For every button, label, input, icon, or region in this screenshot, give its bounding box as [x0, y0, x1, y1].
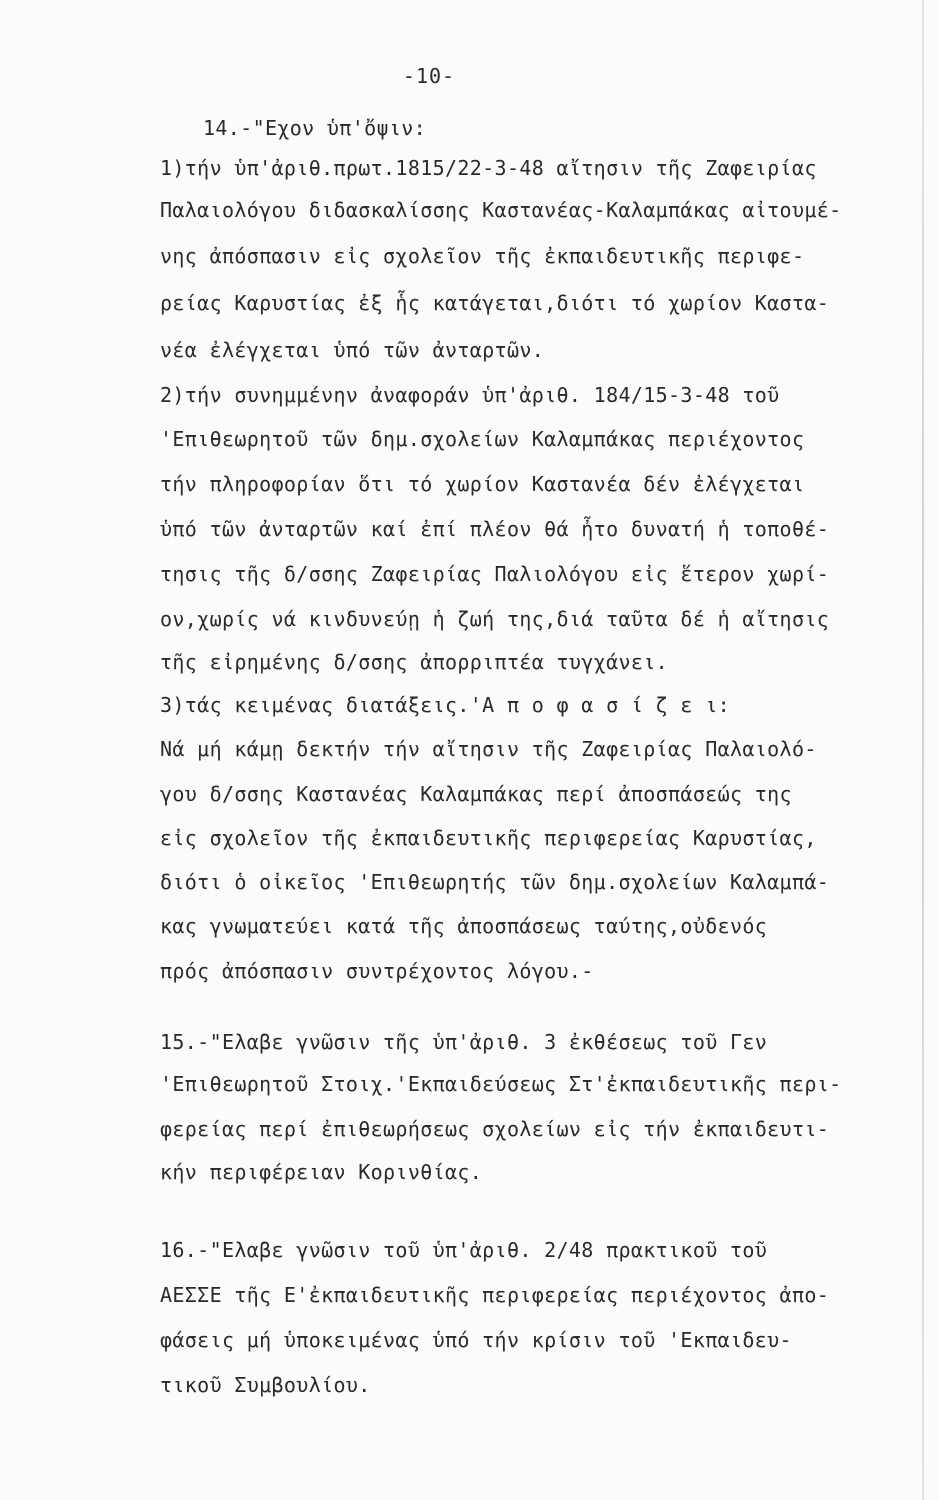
text-line: 14.-"Εχον ὑπ'ὄψιν:	[203, 116, 427, 140]
text-line: νης ἀπόσπασιν εἰς σχολεῖον τῆς ἐκπαιδευτικῆς περιφε-	[160, 244, 805, 268]
text-line: ὑπό τῶν ἀνταρτῶν καί ἐπί πλέον θά ἦτο δυνατή ἡ τοποθέ-	[160, 517, 830, 541]
text-line: τησις τῆς δ/σσης Ζαφειρίας Παλιολόγου εἰς ἕτερον χωρί-	[160, 562, 830, 586]
text-line: 3)τάς κειμένας διατάξεις.'Α π ο φ α σ ί ζ ε ι:	[160, 693, 730, 717]
page-edge	[922, 0, 924, 1500]
text-line: τικοῦ Συμβουλίου.	[160, 1373, 371, 1397]
text-line: πρός ἀπόσπασιν συντρέχοντος λόγου.-	[160, 959, 594, 983]
text-line: 'Επιθεωρητοῦ Στοιχ.'Εκπαιδεύσεως Στ'ἐκπαιδευτικῆς περι-	[160, 1072, 842, 1096]
text-line: 16.-"Ελαβε γνῶσιν τοῦ ὑπ'ἀριθ. 2/48 πρακτικοῦ τοῦ	[160, 1238, 768, 1262]
page-number: -10-	[402, 64, 456, 88]
text-line: 2)τήν συνημμένην ἀναφοράν ὑπ'ἀριθ. 184/15-3-48 τοῦ	[160, 383, 780, 407]
text-line: νέα ἐλέγχεται ὑπό τῶν ἀνταρτῶν.	[160, 338, 545, 362]
text-line: 'Επιθεωρητοῦ τῶν δημ.σχολείων Καλαμπάκας περιέχοντος	[160, 427, 805, 451]
text-line: ρείας Καρυστίας ἐξ ἧς κατάγεται,διότι τό χωρίον Καστα-	[160, 291, 830, 315]
text-line: 15.-"Ελαβε γνῶσιν τῆς ὑπ'ἀριθ. 3 ἐκθέσεως τοῦ Γεν	[160, 1030, 768, 1054]
text-line: Νά μή κάμῃ δεκτήν τήν αἴτησιν τῆς Ζαφειρίας Παλαιολό-	[160, 737, 817, 761]
text-line: φάσεις μή ὑποκειμένας ὑπό τήν κρίσιν τοῦ 'Εκπαιδευ-	[160, 1328, 792, 1352]
text-line: κήν περιφέρειαν Κορινθίας.	[160, 1160, 483, 1184]
text-line: διότι ὁ οἰκεῖος 'Επιθεωρητής τῶν δημ.σχολείων Καλαμπά-	[160, 870, 830, 894]
text-line: τήν πληροφορίαν ὅτι τό χωρίον Καστανέα δέν ἐλέγχεται	[160, 472, 805, 496]
text-line: γου δ/σσης Καστανέας Καλαμπάκας περί ἀποσπάσεώς της	[160, 782, 792, 806]
text-line: ον,χωρίς νά κινδυνεύῃ ἡ ζωή της,διά ταῦτα δέ ἡ αἴτησις	[160, 607, 830, 631]
text-line: τῆς εἰρημένης δ/σσης ἀπορριπτέα τυγχάνει.	[160, 650, 669, 674]
text-line: 1)τήν ὑπ'ἀριθ.πρωτ.1815/22-3-48 αἴτησιν τῆς Ζαφειρίας	[160, 156, 817, 180]
text-line: Παλαιολόγου διδασκαλίσσης Καστανέας-Καλαμπάκας αἰτουμέ-	[160, 198, 842, 222]
text-line: εἰς σχολεῖον τῆς ἐκπαιδευτικῆς περιφερείας Καρυστίας,	[160, 826, 817, 850]
text-line: κας γνωματεύει κατά τῆς ἀποσπάσεως ταύτης,οὐδενός	[160, 914, 768, 938]
text-line: φερείας περί ἐπιθεωρήσεως σχολείων εἰς τήν ἐκπαιδευτι-	[160, 1117, 830, 1141]
text-line: ΑΕΣΣΕ τῆς Ε'ἐκπαιδευτικῆς περιφερείας περιέχοντος ἀπο-	[160, 1283, 830, 1307]
